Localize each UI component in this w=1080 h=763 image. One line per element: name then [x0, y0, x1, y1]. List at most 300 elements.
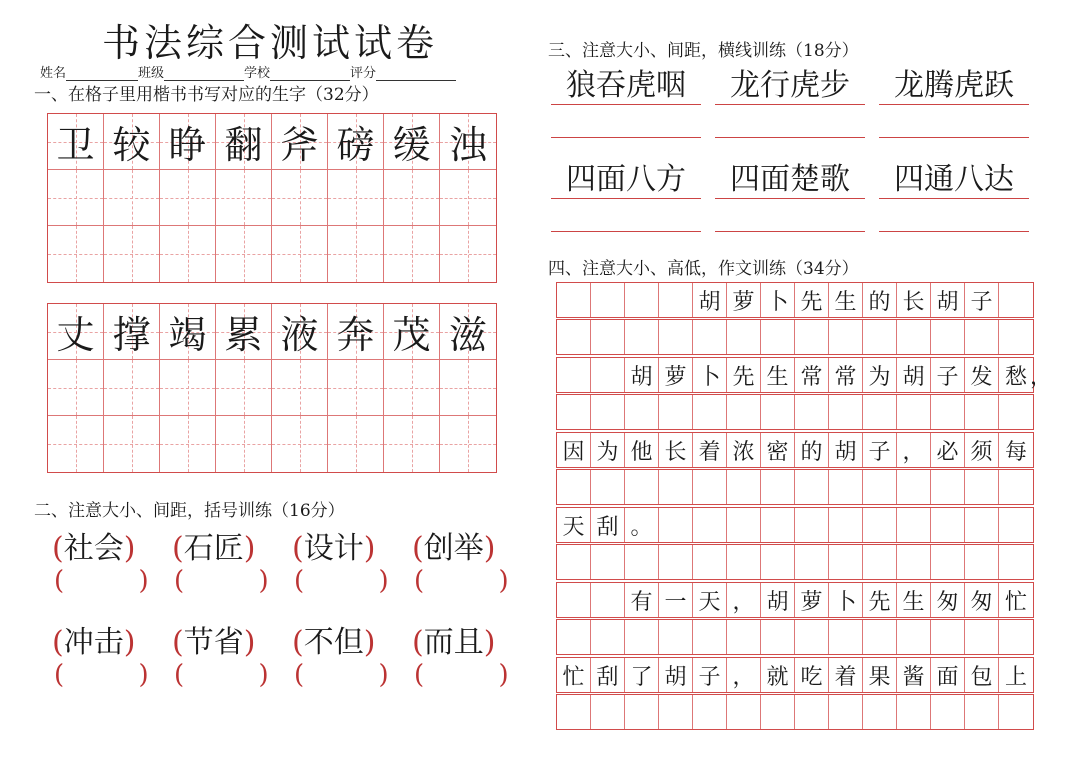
- model-char-cell: [272, 114, 328, 170]
- grid-cell[interactable]: [761, 620, 795, 654]
- grid-cell: 常: [795, 358, 829, 392]
- practice-cell[interactable]: [440, 170, 496, 226]
- open-paren: (: [292, 531, 304, 566]
- grid-cell[interactable]: [659, 620, 693, 654]
- grid-cell: [965, 508, 999, 542]
- grid-cell[interactable]: [965, 620, 999, 654]
- grid-cell[interactable]: [625, 395, 659, 429]
- grid-cell[interactable]: [557, 470, 591, 504]
- grid-cell[interactable]: [693, 395, 727, 429]
- grid-cell[interactable]: [625, 470, 659, 504]
- grid-cell[interactable]: [795, 470, 829, 504]
- grid-cell: ，: [727, 658, 761, 692]
- student-info-line: [40, 62, 456, 81]
- grid-cell[interactable]: [795, 320, 829, 354]
- grid-cell[interactable]: [659, 545, 693, 579]
- grid-cell: 卜: [693, 358, 727, 392]
- grid-cell[interactable]: [557, 620, 591, 654]
- bracket-word-text: 冲击: [63, 625, 124, 660]
- grid-cell: 萝: [659, 358, 693, 392]
- grid-cell[interactable]: [965, 395, 999, 429]
- grid-cell: 先: [727, 358, 761, 392]
- grid-cell[interactable]: [897, 320, 931, 354]
- grid-cell: 为: [863, 358, 897, 392]
- grid-cell[interactable]: [591, 620, 625, 654]
- grid-cell: 萝: [795, 583, 829, 617]
- name-label: 姓名: [40, 66, 67, 81]
- grid-cell[interactable]: [897, 545, 931, 579]
- model-char-cell: [216, 304, 272, 360]
- practice-cell[interactable]: [384, 170, 440, 226]
- practice-row[interactable]: [556, 544, 1034, 580]
- grid-cell[interactable]: [693, 545, 727, 579]
- bracket-word: [292, 523, 375, 567]
- practice-cell[interactable]: [384, 226, 440, 282]
- model-char: 奔: [336, 313, 375, 357]
- practice-cell[interactable]: [104, 170, 160, 226]
- grid-cell[interactable]: [727, 320, 761, 354]
- model-char: 磅: [336, 123, 375, 167]
- model-text-row: [556, 582, 1034, 618]
- practice-row[interactable]: [556, 694, 1034, 730]
- grid-cell: 刮: [591, 508, 625, 542]
- bracket-word: [412, 523, 495, 567]
- grid-cell: ，: [897, 433, 931, 467]
- bracket-word: [172, 617, 255, 661]
- model-char: 撑: [112, 313, 151, 357]
- grid-cell[interactable]: [795, 545, 829, 579]
- model-char-cell: [384, 114, 440, 170]
- model-char-cell: [328, 304, 384, 360]
- bracket-word: [52, 523, 135, 567]
- grid-cell[interactable]: [659, 395, 693, 429]
- grid-cell[interactable]: [591, 395, 625, 429]
- grid-cell: [829, 508, 863, 542]
- practice-line[interactable]: [715, 137, 865, 138]
- grid-cell[interactable]: [829, 320, 863, 354]
- grid-cell[interactable]: [761, 545, 795, 579]
- grid-cell: [591, 583, 625, 617]
- grid-cell: 愁: [1004, 364, 1027, 390]
- model-char-cell: [104, 304, 160, 360]
- grid-cell[interactable]: [931, 620, 965, 654]
- model-text-row: [556, 657, 1034, 693]
- open-paren: (: [52, 625, 64, 660]
- grid-cell[interactable]: [557, 395, 591, 429]
- model-char-cell: [272, 304, 328, 360]
- practice-cell[interactable]: [48, 226, 104, 282]
- grid-cell: [693, 508, 727, 542]
- model-char: 卫: [56, 123, 95, 167]
- grid-cell: 必: [931, 433, 965, 467]
- answer-bracket[interactable]: ( ): [54, 660, 149, 690]
- grid-cell: 生: [897, 583, 931, 617]
- answer-bracket[interactable]: ( ): [174, 566, 269, 596]
- grid-cell: [931, 508, 965, 542]
- grid-cell[interactable]: [591, 320, 625, 354]
- grid-cell[interactable]: [897, 395, 931, 429]
- bracket-word: [292, 617, 375, 661]
- model-char-cell: [440, 304, 496, 360]
- model-char-cell: [384, 304, 440, 360]
- grid-cell: 胡: [659, 658, 693, 692]
- grid-cell: 胡: [897, 358, 931, 392]
- grid-cell: 长: [897, 283, 931, 317]
- grid-cell[interactable]: [761, 470, 795, 504]
- score-field[interactable]: [376, 80, 456, 81]
- line-word: 四通八达: [879, 154, 1029, 199]
- grid-cell[interactable]: [693, 620, 727, 654]
- model-char: 液: [280, 313, 319, 357]
- grid-cell: 匆: [931, 583, 965, 617]
- model-char: 浊: [448, 123, 487, 167]
- grid-cell: 先: [795, 283, 829, 317]
- grid-cell: 因: [557, 433, 591, 467]
- grid-cell: 胡: [931, 283, 965, 317]
- page-title: 书法综合测试试卷: [101, 21, 438, 65]
- model-char-cell: [216, 114, 272, 170]
- grid-cell[interactable]: [829, 545, 863, 579]
- grid-cell[interactable]: [659, 695, 693, 729]
- bracket-word-text: 不但: [303, 625, 364, 660]
- model-text-row: [556, 282, 1034, 318]
- grid-cell[interactable]: [625, 320, 659, 354]
- model-char-cell: [328, 114, 384, 170]
- line-word: 狼吞虎咽: [551, 60, 701, 105]
- grid-cell[interactable]: [659, 320, 693, 354]
- practice-cell[interactable]: [272, 416, 328, 472]
- model-char-cell: [160, 114, 216, 170]
- grid-cell[interactable]: [727, 695, 761, 729]
- practice-cell[interactable]: [272, 170, 328, 226]
- practice-line[interactable]: [879, 231, 1029, 232]
- close-paren: ): [363, 531, 376, 566]
- grid-cell: [591, 358, 625, 392]
- grid-cell[interactable]: [863, 545, 897, 579]
- grid-cell[interactable]: [557, 695, 591, 729]
- practice-cell[interactable]: [328, 360, 384, 416]
- grid-cell: 胡: [693, 283, 727, 317]
- grid-cell[interactable]: [659, 470, 693, 504]
- grid-cell: 包: [965, 658, 999, 692]
- model-char: 翻: [224, 123, 263, 167]
- grid-cell[interactable]: [727, 470, 761, 504]
- practice-cell[interactable]: [104, 226, 160, 282]
- grid-cell: 匆: [965, 583, 999, 617]
- grid-cell[interactable]: [727, 620, 761, 654]
- grid-cell: 天: [693, 583, 727, 617]
- grid-cell[interactable]: [999, 470, 1033, 504]
- practice-cell[interactable]: [272, 360, 328, 416]
- grid-cell: 生: [829, 283, 863, 317]
- close-paren: ): [243, 625, 256, 660]
- grid-cell: [863, 508, 897, 542]
- grid-cell[interactable]: [931, 395, 965, 429]
- grid-cell[interactable]: [931, 320, 965, 354]
- grid-cell: 着: [829, 658, 863, 692]
- grid-cell[interactable]: [863, 695, 897, 729]
- grid-cell[interactable]: [625, 695, 659, 729]
- practice-line[interactable]: [551, 231, 701, 232]
- grid-cell[interactable]: [829, 395, 863, 429]
- grid-cell: 天: [557, 508, 591, 542]
- practice-cell[interactable]: [328, 416, 384, 472]
- grid-cell: 胡: [761, 583, 795, 617]
- grid-cell: 为: [591, 433, 625, 467]
- model-text-row: [556, 432, 1034, 468]
- grid-cell: [557, 283, 591, 317]
- model-char-cell: [48, 114, 104, 170]
- bracket-word-text: 而且: [423, 625, 484, 660]
- grid-cell: [659, 283, 693, 317]
- practice-cell[interactable]: [104, 360, 160, 416]
- grid-cell[interactable]: [999, 545, 1033, 579]
- grid-cell[interactable]: [795, 620, 829, 654]
- grid-cell[interactable]: [761, 395, 795, 429]
- bracket-word-text: 石匠: [183, 531, 244, 566]
- grid-cell: 上: [1004, 664, 1027, 690]
- bracket-word: [412, 617, 495, 661]
- answer-bracket[interactable]: ( ): [294, 660, 389, 690]
- answer-bracket[interactable]: ( ): [414, 566, 509, 596]
- grid-cell[interactable]: [761, 320, 795, 354]
- grid-cell: 一: [659, 583, 693, 617]
- grid-cell: 了: [625, 658, 659, 692]
- grid-cell[interactable]: [999, 620, 1033, 654]
- grid-cell: 胡: [829, 433, 863, 467]
- grid-cell: 卜: [829, 583, 863, 617]
- grid-cell[interactable]: [999, 695, 1033, 729]
- grid-cell: 生: [761, 358, 795, 392]
- grid-cell: [795, 508, 829, 542]
- practice-row[interactable]: [556, 619, 1034, 655]
- grid-cell[interactable]: [863, 395, 897, 429]
- practice-cell[interactable]: [216, 170, 272, 226]
- school-label: 学校: [244, 66, 271, 81]
- grid-cell[interactable]: [863, 620, 897, 654]
- grid-cell[interactable]: [897, 620, 931, 654]
- grid-cell[interactable]: [829, 470, 863, 504]
- practice-cell[interactable]: [160, 170, 216, 226]
- close-paren: ): [123, 625, 136, 660]
- grid-cell[interactable]: [999, 320, 1033, 354]
- grid-cell: 浓: [727, 433, 761, 467]
- grid-cell[interactable]: [965, 320, 999, 354]
- practice-row[interactable]: [556, 469, 1034, 505]
- practice-cell[interactable]: [384, 360, 440, 416]
- grid-cell: 。: [625, 508, 659, 542]
- practice-cell[interactable]: [328, 170, 384, 226]
- bracket-word-text: 社会: [63, 531, 124, 566]
- practice-line[interactable]: [551, 137, 701, 138]
- grid-cell[interactable]: [897, 470, 931, 504]
- section4-heading: 四、注意大小、高低，作文训练（34分）: [548, 259, 859, 279]
- grid-cell: 卜: [761, 283, 795, 317]
- tian-grid-1: [47, 113, 497, 283]
- practice-cell[interactable]: [440, 360, 496, 416]
- grid-cell: 萝: [727, 283, 761, 317]
- grid-cell[interactable]: [931, 470, 965, 504]
- close-paren: ): [483, 625, 496, 660]
- model-text-row: [556, 507, 1034, 543]
- practice-cell[interactable]: [272, 226, 328, 282]
- model-char-cell: [104, 114, 160, 170]
- grid-cell: 的: [795, 433, 829, 467]
- model-char-cell: [440, 114, 496, 170]
- grid-cell: 发: [965, 358, 999, 392]
- grid-cell[interactable]: [693, 320, 727, 354]
- grid-cell: 就: [761, 658, 795, 692]
- practice-cell[interactable]: [216, 416, 272, 472]
- model-text-row: [556, 357, 1034, 393]
- model-char-cell: [48, 304, 104, 360]
- practice-cell[interactable]: [160, 416, 216, 472]
- grid-cell: [557, 583, 591, 617]
- practice-cell[interactable]: [384, 416, 440, 472]
- grid-cell[interactable]: [897, 695, 931, 729]
- model-char: 睁: [168, 123, 207, 167]
- grid-cell[interactable]: [965, 470, 999, 504]
- model-char: 累: [224, 313, 263, 357]
- grid-cell: 子: [693, 658, 727, 692]
- grid-cell[interactable]: [863, 470, 897, 504]
- grid-cell: 长: [659, 433, 693, 467]
- tian-grid-2: [47, 303, 497, 473]
- grid-cell: 吃: [795, 658, 829, 692]
- model-char: 竭: [168, 313, 207, 357]
- model-char: 斧: [280, 123, 319, 167]
- model-char-cell: [160, 304, 216, 360]
- answer-bracket[interactable]: ( ): [294, 566, 389, 596]
- grid-cell: 常: [829, 358, 863, 392]
- grid-cell: 果: [863, 658, 897, 692]
- close-paren: ): [123, 531, 136, 566]
- open-paren: (: [412, 531, 424, 566]
- grid-cell: ，: [727, 583, 761, 617]
- grid-cell[interactable]: [931, 545, 965, 579]
- grid-cell: [659, 508, 693, 542]
- grid-cell: 他: [625, 433, 659, 467]
- grid-cell[interactable]: [795, 695, 829, 729]
- open-paren: (: [172, 531, 184, 566]
- line-word: 四面楚歌: [715, 154, 865, 199]
- grid-cell[interactable]: [795, 395, 829, 429]
- grid-cell: [897, 508, 931, 542]
- grid-cell[interactable]: [693, 695, 727, 729]
- answer-bracket[interactable]: ( ): [54, 566, 149, 596]
- grid-cell[interactable]: [761, 695, 795, 729]
- line-word: 龙行虎步: [715, 60, 865, 105]
- practice-cell[interactable]: [48, 170, 104, 226]
- bracket-word-text: 节省: [183, 625, 244, 660]
- grid-cell[interactable]: [999, 395, 1033, 429]
- grid-cell: 忙: [1004, 589, 1027, 615]
- practice-cell[interactable]: [48, 360, 104, 416]
- grid-cell[interactable]: [829, 695, 863, 729]
- grid-cell[interactable]: [591, 470, 625, 504]
- grid-cell: 子: [965, 283, 999, 317]
- model-char: 茂: [392, 313, 431, 357]
- grid-cell[interactable]: [931, 695, 965, 729]
- practice-cell[interactable]: [216, 226, 272, 282]
- model-char: 丈: [56, 313, 95, 357]
- grid-cell: [999, 283, 1033, 317]
- grid-cell[interactable]: [625, 620, 659, 654]
- practice-cell[interactable]: [328, 226, 384, 282]
- grid-cell: 密: [761, 433, 795, 467]
- bracket-word: [172, 523, 255, 567]
- bracket-word-text: 创举: [423, 531, 484, 566]
- model-char: 较: [112, 123, 151, 167]
- practice-cell[interactable]: [160, 360, 216, 416]
- practice-row[interactable]: [556, 319, 1034, 355]
- grid-cell[interactable]: [863, 320, 897, 354]
- grid-cell[interactable]: [965, 695, 999, 729]
- practice-cell[interactable]: [216, 360, 272, 416]
- class-label: 班级: [138, 66, 165, 81]
- practice-row[interactable]: [556, 394, 1034, 430]
- open-paren: (: [412, 625, 424, 660]
- line-word: 龙腾虎跃: [879, 60, 1029, 105]
- model-char: 缓: [392, 123, 431, 167]
- close-paren: ): [483, 531, 496, 566]
- practice-cell[interactable]: [440, 416, 496, 472]
- grid-cell[interactable]: [727, 395, 761, 429]
- practice-line[interactable]: [715, 231, 865, 232]
- grid-cell: 着: [693, 433, 727, 467]
- model-char: 滋: [448, 313, 487, 357]
- grid-cell[interactable]: [591, 545, 625, 579]
- practice-cell[interactable]: [104, 416, 160, 472]
- score-label: 评分: [350, 66, 377, 81]
- grid-cell: 酱: [897, 658, 931, 692]
- bracket-word: [52, 617, 135, 661]
- practice-cell[interactable]: [48, 416, 104, 472]
- bracket-word-text: 设计: [303, 531, 364, 566]
- close-paren: ): [243, 531, 256, 566]
- grid-cell[interactable]: [727, 545, 761, 579]
- open-paren: (: [172, 625, 184, 660]
- grid-cell: 刮: [591, 658, 625, 692]
- answer-bracket[interactable]: ( ): [414, 660, 509, 690]
- practice-cell[interactable]: [440, 226, 496, 282]
- grid-cell[interactable]: [829, 620, 863, 654]
- answer-bracket[interactable]: ( ): [174, 660, 269, 690]
- grid-cell[interactable]: [591, 695, 625, 729]
- grid-cell[interactable]: [557, 320, 591, 354]
- practice-line[interactable]: [879, 137, 1029, 138]
- grid-cell[interactable]: [693, 470, 727, 504]
- practice-cell[interactable]: [160, 226, 216, 282]
- grid-cell: 面: [931, 658, 965, 692]
- grid-cell: 有: [625, 583, 659, 617]
- grid-cell: [727, 508, 761, 542]
- line-word: 四面八方: [551, 154, 701, 199]
- grid-cell: 子: [931, 358, 965, 392]
- grid-cell[interactable]: [557, 545, 591, 579]
- grid-cell: 胡: [625, 358, 659, 392]
- section2-heading: 二、注意大小、间距，括号训练（16分）: [34, 501, 345, 521]
- grid-cell[interactable]: [625, 545, 659, 579]
- grid-cell: 须: [965, 433, 999, 467]
- grid-cell[interactable]: [965, 545, 999, 579]
- close-paren: ): [363, 625, 376, 660]
- open-paren: (: [292, 625, 304, 660]
- grid-cell: [591, 283, 625, 317]
- section3-heading: 三、注意大小、间距，横线训练（18分）: [548, 41, 859, 61]
- grid-cell: [625, 283, 659, 317]
- grid-cell: 先: [863, 583, 897, 617]
